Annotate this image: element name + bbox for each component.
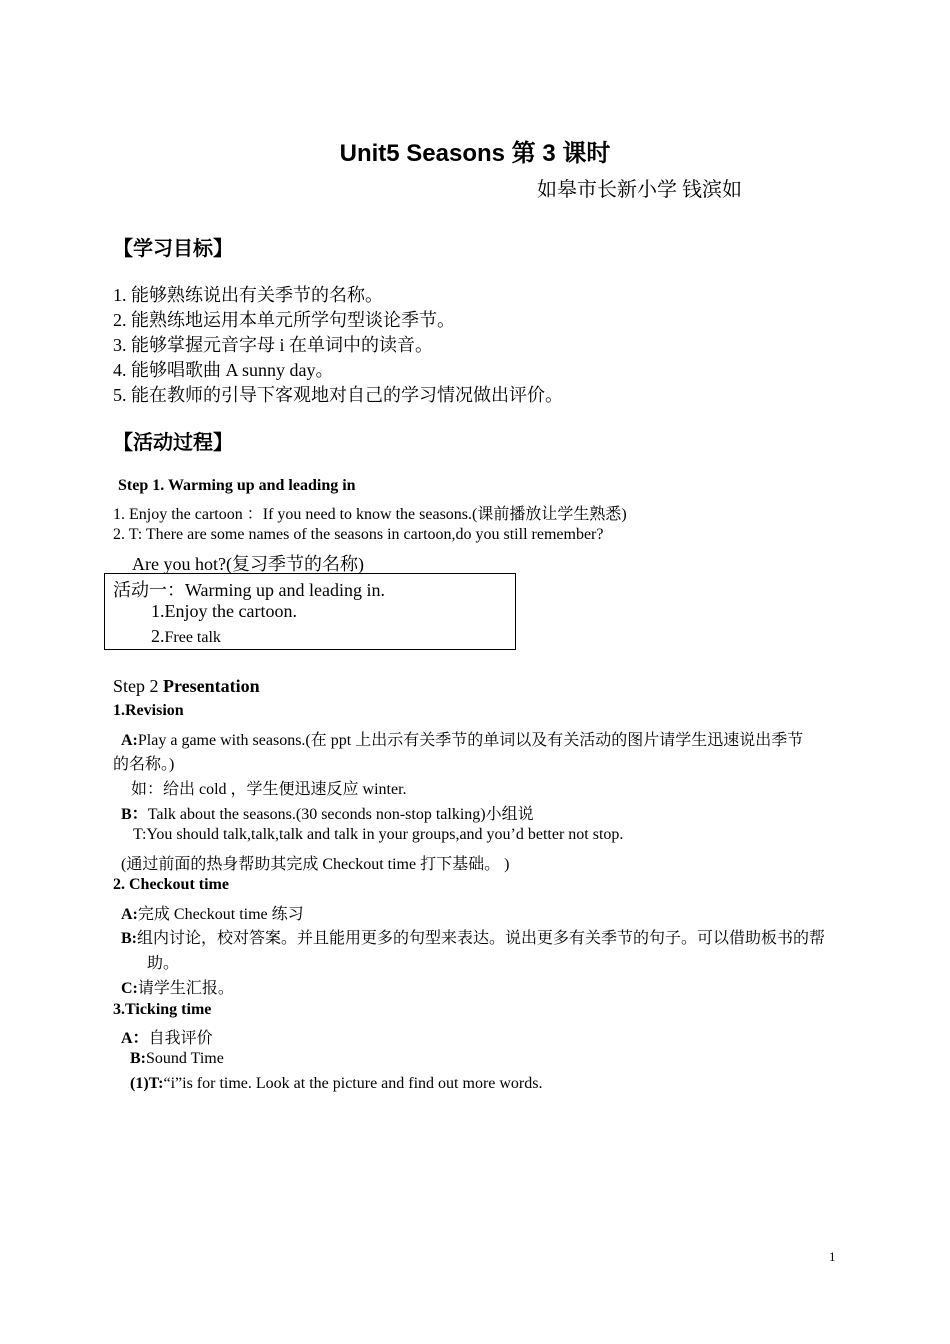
step2-prefix: Step 2 <box>113 676 164 696</box>
checkout-a-label: A: <box>121 906 138 923</box>
revision-b <box>121 801 534 824</box>
checkout-c-text: 请学生汇报。 <box>137 980 234 997</box>
checkout-b <box>121 925 825 948</box>
ticking-t <box>130 1075 542 1093</box>
revision-a-cont: 的名称。) <box>113 756 175 773</box>
checkout-c-label: C: <box>121 980 138 997</box>
objective-item: 5. 能在教师的引导下客观地对自己的学习情况做出评价。 <box>113 385 563 405</box>
checkout-b-text: 组内讨论，校对答案。并且能用更多的句型来表达。说出更多有关季节的句子。可以借助板书的帮 <box>137 930 826 947</box>
revision-b-teacher: T:You should talk,talk,talk and talk in your groups,and you’d better not stop. <box>133 826 624 843</box>
objective-item: 3. 能够掌握元音字母 i 在单词中的读音。 <box>113 335 433 355</box>
checkout-a-text: 完成 Checkout time 练习 <box>137 906 304 923</box>
document-title: Unit5 Seasons 第 3 课时 <box>339 140 611 167</box>
ticking-b <box>130 1050 224 1068</box>
ticking-a-label: A： <box>121 1030 149 1047</box>
step1-line: 1. Enjoy the cartoon ：If you need to know the seasons.(课前播放让学生熟悉) <box>113 506 627 523</box>
activity-box-line: 活动一：Warming up and leading in. <box>113 580 386 600</box>
revision-a-text: Play a game with seasons.(在 ppt 上出示有关季节的单词以及有关活动的图片请学生迅速说出季节 <box>137 732 804 749</box>
checkout-a <box>121 901 304 924</box>
activity-box-text: Free talk <box>164 629 221 646</box>
objectives-heading: 【学习目标】 <box>113 238 233 260</box>
revision-heading: 1.Revision <box>113 702 184 719</box>
activity-box-line <box>151 626 221 647</box>
ticking-b-text: Sound Time <box>146 1050 224 1067</box>
revision-b-text: Talk about the seasons.(30 seconds non-stop talking)小组说 <box>147 806 534 823</box>
ticking-t-label: (1)T: <box>130 1075 164 1092</box>
objective-item: 2. 能熟练地运用本单元所学句型谈论季节。 <box>113 310 455 330</box>
page-number: 1 <box>829 1249 836 1264</box>
ticking-heading: 3.Ticking time <box>113 1001 212 1018</box>
step1-line: 2. T: There are some names of the seasons in cartoon,do you still remember? <box>113 526 604 543</box>
ticking-b-label: B: <box>130 1050 146 1067</box>
revision-b-label: B： <box>121 806 148 823</box>
author-line: 如皋市长新小学 钱滨如 <box>537 179 742 201</box>
process-heading: 【活动过程】 <box>113 432 233 454</box>
checkout-c <box>121 975 234 998</box>
activity-box-num: 2. <box>151 626 165 646</box>
revision-a <box>121 727 803 750</box>
checkout-b-label: B: <box>121 930 137 947</box>
step1-line: Are you hot?(复习季节的名称) <box>132 554 364 574</box>
ticking-a-text: 自我评价 <box>148 1030 213 1047</box>
revision-a-label: A: <box>121 732 138 749</box>
objective-item: 4. 能够唱歌曲 A sunny day。 <box>113 360 334 380</box>
objective-item: 1. 能够熟练说出有关季节的名称。 <box>113 285 383 305</box>
step2-heading <box>113 676 260 697</box>
checkout-heading: 2. Checkout time <box>113 876 229 893</box>
step1-heading: Step 1. Warming up and leading in <box>118 477 356 494</box>
revision-note: (通过前面的热身帮助其完成 Checkout time 打下基础。 ) <box>121 856 510 873</box>
revision-example: 如：给出 cold ，学生便迅速反应 winter. <box>131 781 407 798</box>
ticking-t-text: “i”is for time. Look at the picture and find out more words. <box>163 1075 543 1092</box>
ticking-a <box>121 1025 213 1048</box>
step2-title: Presentation <box>163 676 260 696</box>
activity-box-line: 1.Enjoy the cartoon. <box>151 601 297 621</box>
checkout-b-cont: 助。 <box>147 955 180 972</box>
